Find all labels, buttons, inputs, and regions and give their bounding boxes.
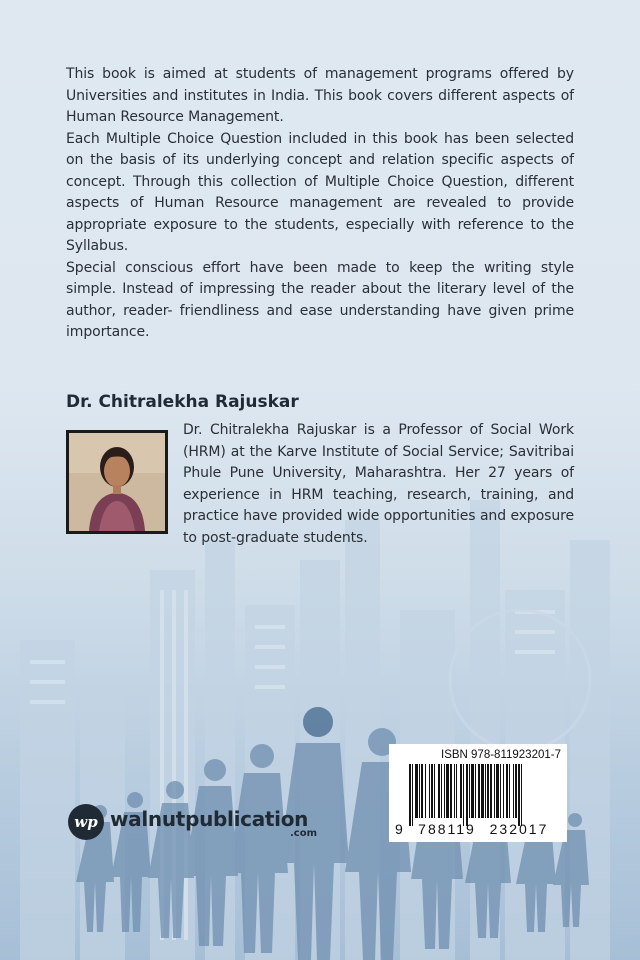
- author-name: Dr. Chitralekha Rajuskar: [66, 392, 299, 412]
- author-bio: Dr. Chitralekha Rajuskar is a Professor of Social Work (HRM) at the Karve Institute of Social Service; Savitribai Phule Pune University, Maharashtra. Her 27 years of experience in HRM teaching, research, training, and practice have provided wide opportunities and exposure to post-graduate students.: [183, 422, 574, 546]
- isbn-digits: [395, 821, 561, 837]
- description-paragraph: This book is aimed at students of management programs offered by Universities and institutes in India. This book covers different aspects of Human Resource Management.: [66, 66, 574, 125]
- barcode-icon: [395, 764, 561, 826]
- description-paragraph: Each Multiple Choice Question included in this book has been selected on the basis of its underlying concept and relation specific aspects of concept. Through this collection of Multiple Choice Question, different aspects of Human Resource management are revealed to provide appropriate exposure to the students, especially with reference to the Syllabus.: [66, 130, 574, 254]
- isbn-digit-first: 9: [395, 821, 403, 837]
- isbn-label: ISBN 978-811923201-7: [441, 749, 561, 761]
- author-photo: [66, 430, 168, 534]
- isbn-digits-right: 232017: [489, 821, 549, 837]
- description-paragraph: Special conscious effort have been made to keep the writing style simple. Instead of impressing the reader about the literary level of the author, reader- friendliness and ease understanding have given prime importance.: [66, 259, 574, 340]
- isbn-barcode: [389, 744, 567, 842]
- walnut-logo-icon: wp: [68, 804, 104, 840]
- publisher-logo: [68, 804, 318, 840]
- book-description: [66, 64, 574, 344]
- isbn-digits-left: 788119: [418, 821, 476, 837]
- publisher-name: walnutpublication: [110, 807, 309, 831]
- publisher-domain-suffix: .com: [290, 828, 318, 839]
